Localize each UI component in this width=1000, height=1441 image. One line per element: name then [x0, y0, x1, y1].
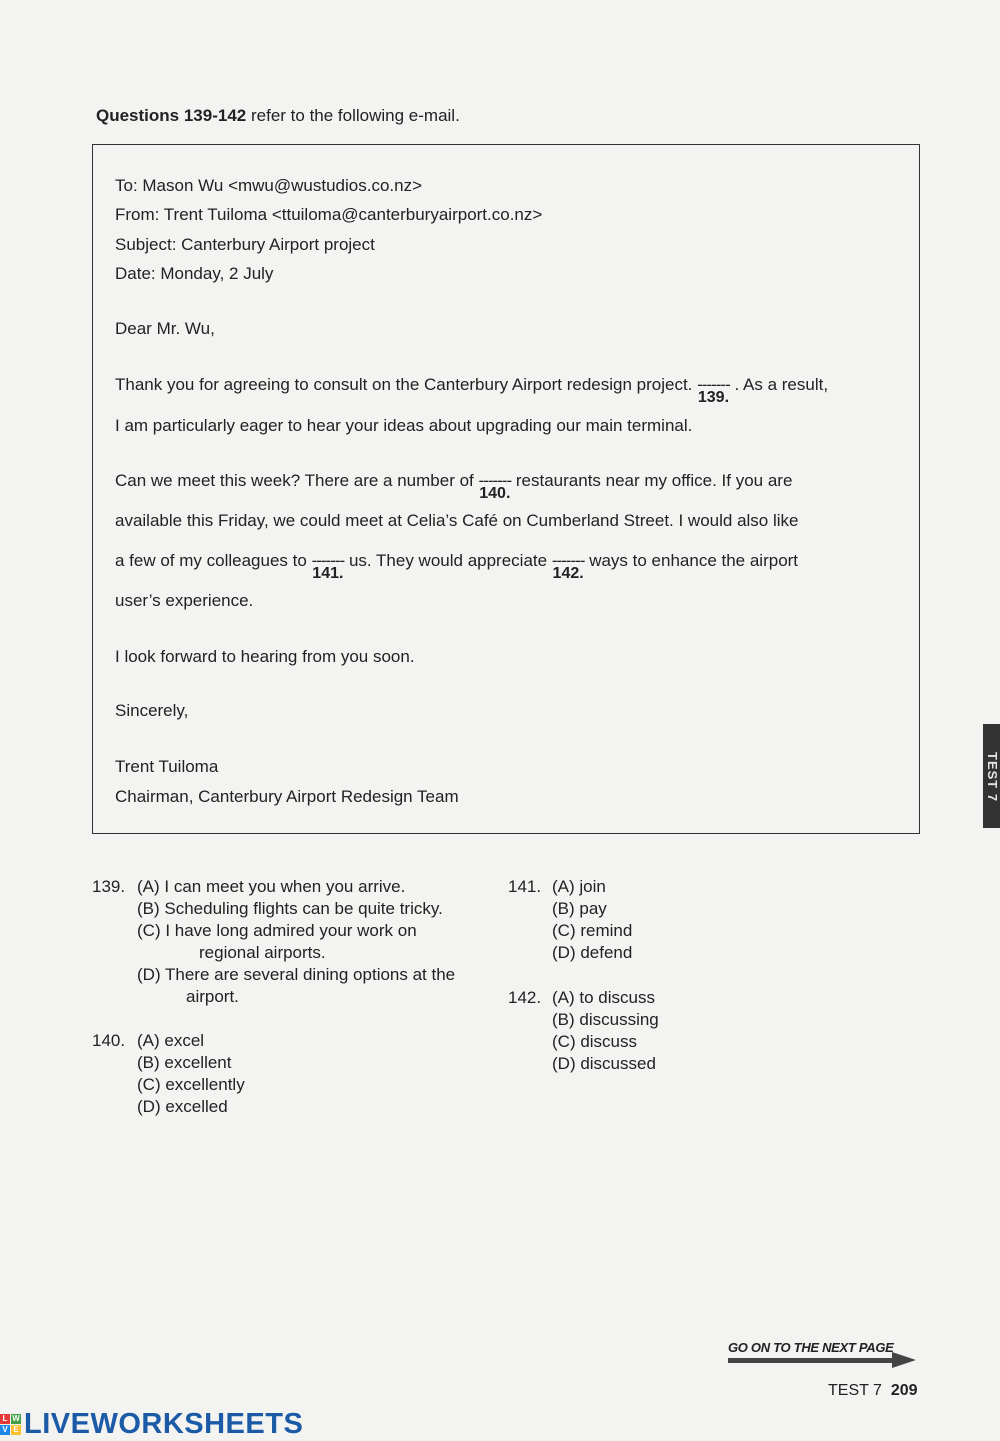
- page-number: 209: [890, 1382, 918, 1399]
- blank-number-141: 141.: [312, 565, 344, 582]
- logo-tiles-icon: [0, 1414, 21, 1435]
- option-142-b[interactable]: (B) discussing: [552, 1010, 659, 1029]
- option-141-b[interactable]: (B) pay: [552, 899, 607, 918]
- blank-139: ------- 139.: [697, 375, 730, 406]
- paragraph-2-line-1: Can we meet this week? There are a number of ------- 140. restaurants near my office. If you are: [115, 471, 793, 502]
- paragraph-1-line-2: I am particularly eager to hear your ideas about upgrading our main terminal.: [115, 416, 693, 435]
- option-139-d[interactable]: (D) There are several dining options at the: [137, 965, 456, 984]
- questions-range: Questions 139-142: [96, 106, 247, 125]
- option-140-a[interactable]: (A) excel: [137, 1031, 205, 1050]
- option-140-b[interactable]: (B) excellent: [137, 1053, 232, 1072]
- next-page-label: GO ON TO THE NEXT PAGE: [728, 1340, 894, 1355]
- questions-heading: [96, 106, 460, 126]
- signature-name: Trent Tuiloma: [115, 757, 219, 776]
- question-141-number: 141.: [508, 877, 542, 896]
- blank-number-142: 142.: [552, 565, 584, 582]
- paragraph-2-line-2: available this Friday, we could meet at Celia’s Café on Cumberland Street. I would also like: [115, 511, 799, 530]
- email-date: Date: Monday, 2 July: [115, 264, 274, 283]
- option-142-d[interactable]: (D) discussed: [552, 1054, 656, 1073]
- paragraph-2-line-4: user’s experience.: [115, 591, 254, 610]
- logo-text: LIVEWORKSHEETS: [24, 1407, 304, 1440]
- paragraph-3: I look forward to hearing from you soon.: [115, 647, 415, 666]
- question-142-number: 142.: [508, 988, 542, 1007]
- page-footer: [828, 1382, 918, 1400]
- next-page-arrow-icon: [728, 1358, 896, 1363]
- option-139-a[interactable]: (A) I can meet you when you arrive.: [137, 877, 406, 896]
- footer-test: TEST 7: [828, 1382, 882, 1399]
- option-141-d[interactable]: (D) defend: [552, 943, 633, 962]
- test-side-tab: TEST 7: [983, 724, 1000, 828]
- question-139-number: 139.: [92, 877, 126, 896]
- email-greeting: Dear Mr. Wu,: [115, 319, 215, 338]
- liveworksheets-logo: [0, 1408, 303, 1440]
- option-140-d[interactable]: (D) excelled: [137, 1097, 228, 1116]
- arrow-head-icon: [892, 1352, 916, 1368]
- option-142-a[interactable]: (A) to discuss: [552, 988, 655, 1007]
- email-subject: Subject: Canterbury Airport project: [115, 235, 375, 254]
- email-to: To: Mason Wu <mwu@wustudios.co.nz>: [115, 176, 423, 195]
- option-142-c[interactable]: (C) discuss: [552, 1032, 638, 1051]
- blank-142: ------- 142.: [551, 551, 585, 582]
- option-141-c[interactable]: (C) remind: [552, 921, 633, 940]
- logo-tile: W: [12, 1413, 20, 1423]
- option-139-c-cont: regional airports.: [199, 943, 326, 962]
- email-from: From: Trent Tuiloma <ttuiloma@canterburyairport.co.nz>: [115, 205, 543, 224]
- logo-tile: V: [0, 1425, 10, 1435]
- option-141-a[interactable]: (A) join: [552, 877, 606, 896]
- blank-number-139: 139.: [697, 389, 730, 406]
- logo-tile: E: [11, 1425, 21, 1435]
- email-closing: Sincerely,: [115, 701, 189, 720]
- paragraph-1-line-1: Thank you for agreeing to consult on the Canterbury Airport redesign project. ------- 139. . As a result,: [115, 375, 829, 406]
- paragraph-2-line-3: a few of my colleagues to ------- 141. us. They would appreciate ------- 142. ways to enhance the airport: [115, 551, 799, 582]
- blank-number-140: 140.: [479, 485, 511, 502]
- signature-title: Chairman, Canterbury Airport Redesign Team: [115, 787, 459, 806]
- logo-tile: L: [0, 1414, 10, 1424]
- option-140-c[interactable]: (C) excellently: [137, 1075, 245, 1094]
- heading-text: refer to the following e-mail.: [250, 106, 460, 125]
- blank-140: ------- 140.: [478, 471, 512, 502]
- option-139-b[interactable]: (B) Scheduling flights can be quite tricky.: [137, 899, 443, 918]
- option-139-c[interactable]: (C) I have long admired your work on: [137, 921, 417, 940]
- question-140-number: 140.: [92, 1031, 126, 1050]
- blank-141: ------- 141.: [311, 551, 345, 582]
- option-139-d-cont: airport.: [186, 987, 239, 1006]
